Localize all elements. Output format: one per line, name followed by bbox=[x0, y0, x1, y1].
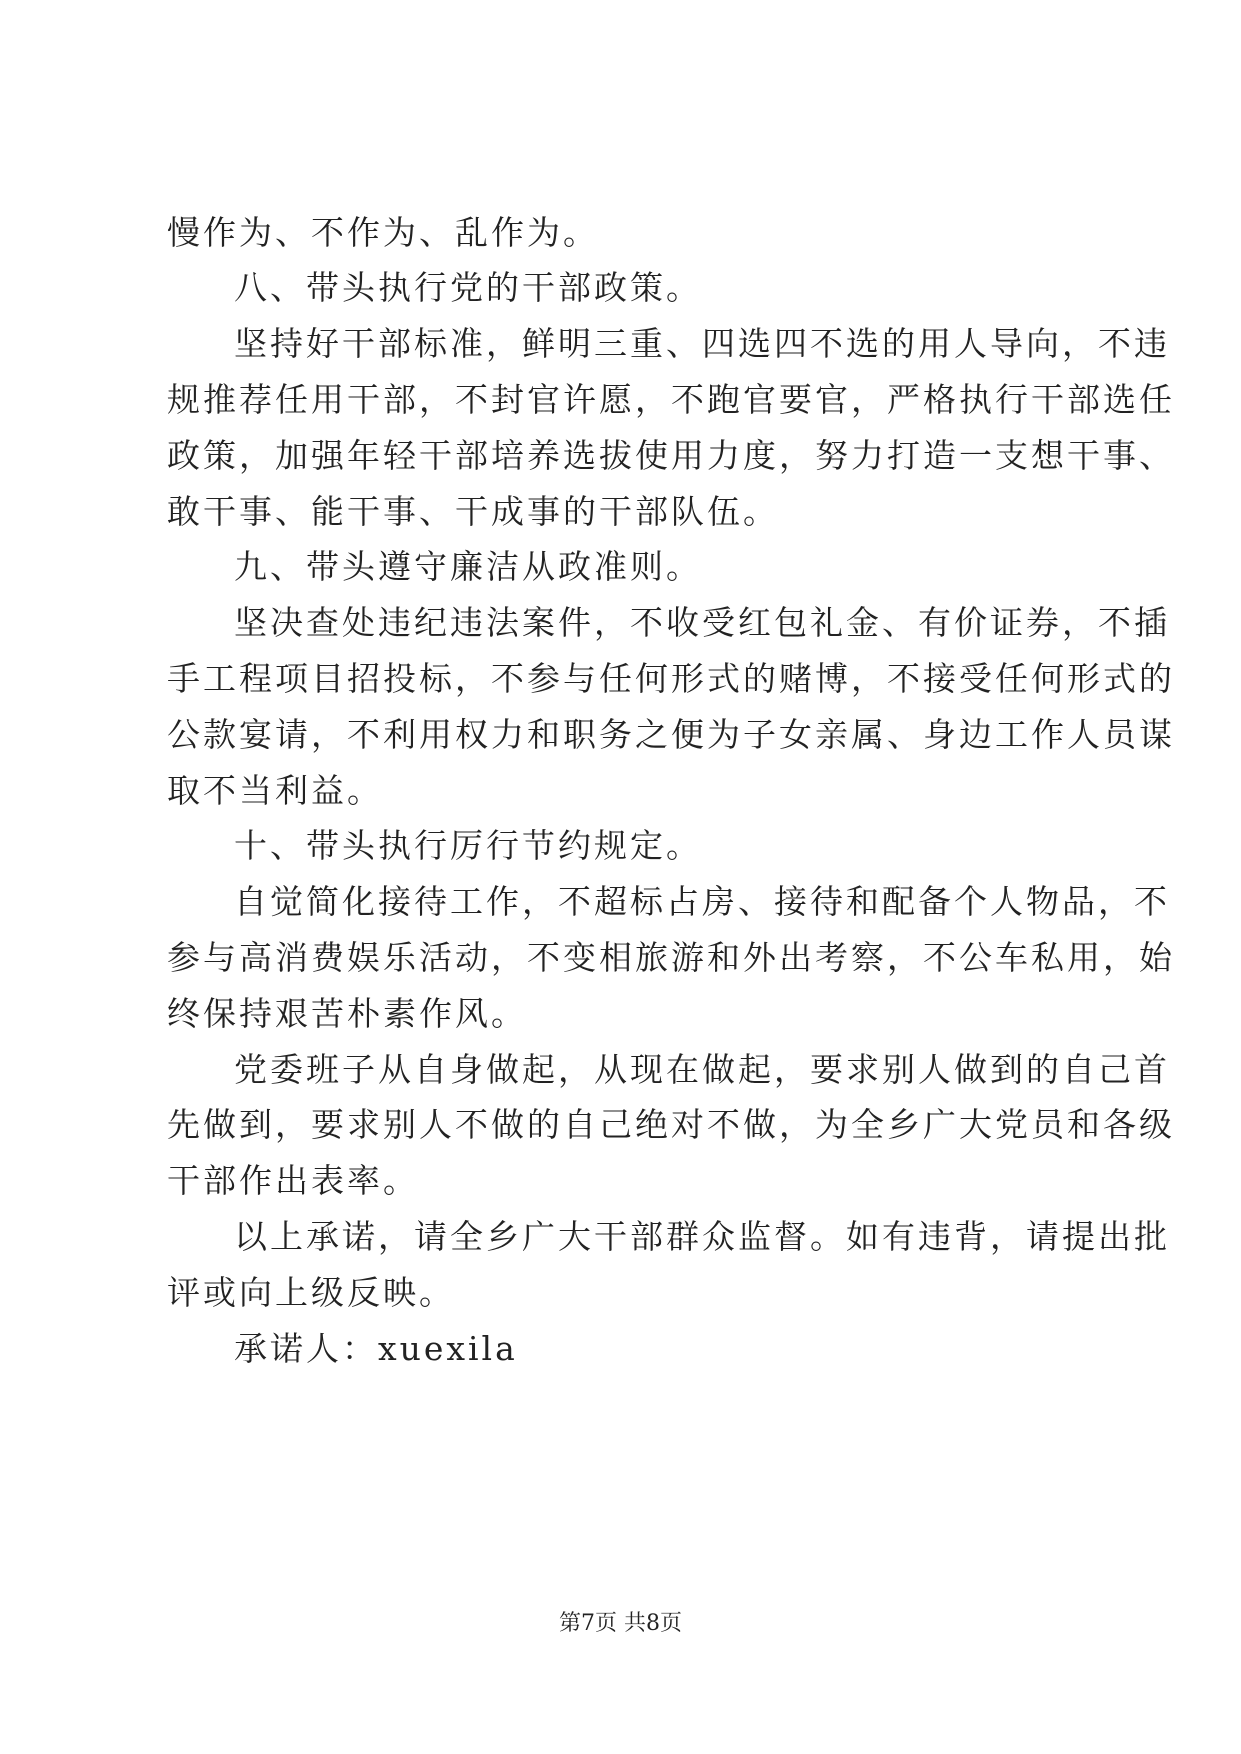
paragraph-line: 党委班子从自身做起，从现在做起，要求别人做到的自己首 bbox=[234, 1050, 1170, 1089]
paragraph-line: 自觉简化接待工作，不超标占房、接待和配备个人物品，不 bbox=[234, 882, 1170, 921]
paragraph-line: 公款宴请，不利用权力和职务之便为子女亲属、身边工作人员谋 bbox=[167, 715, 1175, 754]
paragraph-line: 终保持艰苦朴素作风。 bbox=[167, 994, 527, 1033]
paragraph-line: 坚决查处违纪违法案件，不收受红包礼金、有价证券，不插 bbox=[234, 603, 1170, 642]
section-heading: 八、带头执行党的干部政策。 bbox=[234, 268, 702, 307]
paragraph-line: 规推荐任用干部，不封官许愿，不跑官要官，严格执行干部选任 bbox=[167, 380, 1175, 419]
paragraph-line: 参与高消费娱乐活动，不变相旅游和外出考察，不公车私用，始 bbox=[167, 938, 1175, 977]
paragraph-line: 取不当利益。 bbox=[167, 771, 383, 810]
section-heading: 九、带头遵守廉洁从政准则。 bbox=[234, 547, 702, 586]
paragraph-line: 先做到，要求别人不做的自己绝对不做，为全乡广大党员和各级 bbox=[167, 1105, 1175, 1144]
page-number-footer: 第7页 共8页 bbox=[559, 1611, 682, 1636]
signature-line: 承诺人：xuexila bbox=[234, 1329, 518, 1368]
section-heading: 十、带头执行厉行节约规定。 bbox=[234, 826, 702, 865]
paragraph-line: 政策，加强年轻干部培养选拔使用力度，努力打造一支想干事、 bbox=[167, 436, 1175, 475]
paragraph-line: 评或向上级反映。 bbox=[167, 1273, 455, 1312]
paragraph-line: 干部作出表率。 bbox=[167, 1161, 419, 1200]
paragraph-line: 以上承诺，请全乡广大干部群众监督。如有违背，请提出批 bbox=[234, 1217, 1170, 1256]
paragraph-line: 坚持好干部标准，鲜明三重、四选四不选的用人导向，不违 bbox=[234, 324, 1170, 363]
paragraph-line: 敢干事、能干事、干成事的干部队伍。 bbox=[167, 492, 779, 531]
paragraph-line: 手工程项目招投标，不参与任何形式的赌博，不接受任何形式的 bbox=[167, 659, 1175, 698]
paragraph-line: 慢作为、不作为、乱作为。 bbox=[167, 213, 599, 252]
